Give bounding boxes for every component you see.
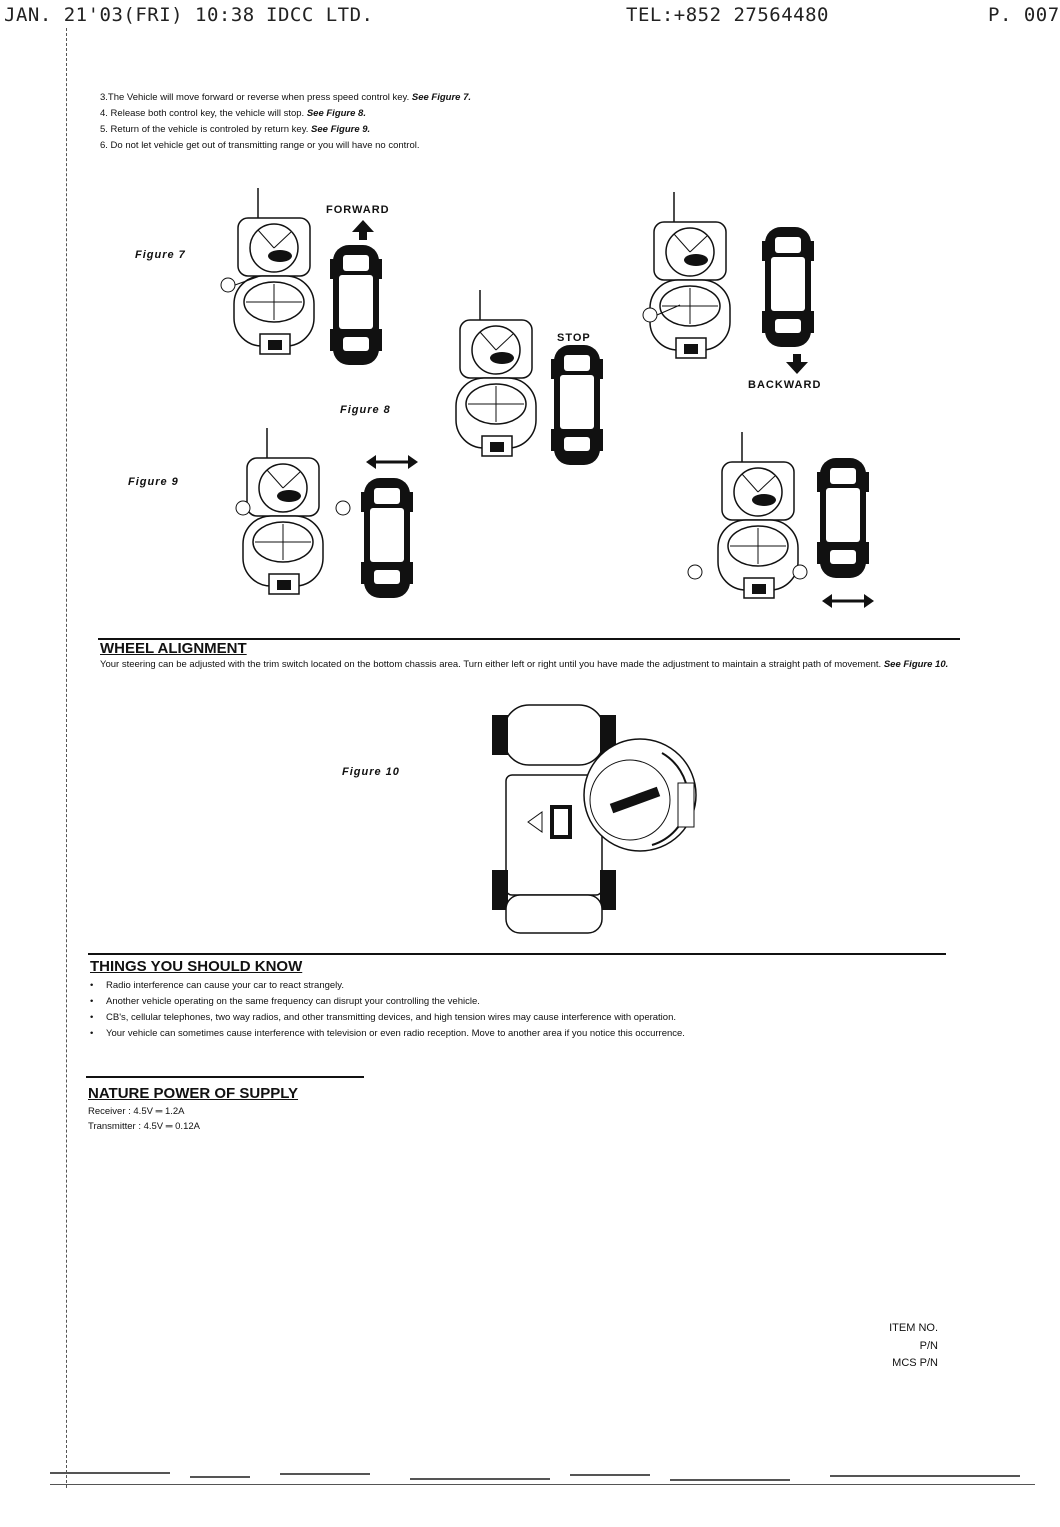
figure-9-label: Figure 9 xyxy=(128,476,179,488)
fax-datetime: JAN. 21'03(FRI) 10:38 xyxy=(4,4,255,26)
fax-company: IDCC LTD. xyxy=(266,4,374,26)
forward-label: FORWARD xyxy=(326,204,390,216)
things-bullet: • CB's, cellular telephones, two way radios, and other transmitting devices, and high tension wires may cause interference with operation. xyxy=(90,1012,676,1023)
power-title: NATURE POWER OF SUPPLY xyxy=(88,1085,299,1102)
things-rule xyxy=(88,953,946,955)
figure-8-label: Figure 8 xyxy=(340,404,391,416)
transmitter-spec: Transmitter : 4.5V ═ 0.12A xyxy=(88,1121,200,1132)
wheel-alignment-title: WHEEL ALIGNMENT xyxy=(100,640,247,657)
figure-10-label: Figure 10 xyxy=(342,766,400,778)
step-3: 3.The Vehicle will move forward or reverse when press speed control key. See Figure 7. xyxy=(100,92,472,103)
pn-label: P/N xyxy=(919,1340,938,1352)
things-bullet: • Your vehicle can sometimes cause interference with television or even radio reception. Move to another area if you notice this occurrence. xyxy=(90,1028,685,1039)
things-bullet: • Another vehicle operating on the same frequency can disrupt your controlling the vehicle. xyxy=(90,996,480,1007)
step-5: 5. Return of the vehicle is controled by return key. See Figure 9. xyxy=(100,124,371,135)
item-no-label: ITEM NO. xyxy=(889,1322,938,1334)
power-rule xyxy=(86,1076,364,1078)
scan-noise-band xyxy=(50,1470,1035,1490)
backward-label: BACKWARD xyxy=(748,379,822,391)
stop-label: STOP xyxy=(557,332,591,344)
step-6: 6. Do not let vehicle get out of transmitting range or you will have no control. xyxy=(100,140,420,151)
fax-tel: TEL:+852 27564480 xyxy=(626,4,829,26)
receiver-spec: Receiver : 4.5V ═ 1.2A xyxy=(88,1106,185,1117)
wheel-alignment-text: Your steering can be adjusted with the trim switch located on the bottom chassis area. Turn either left or right until you have made the adjustment to maintain a straight path of movement. See Figure 10. xyxy=(100,659,949,670)
things-bullet: • Radio interference can cause your car to react strangely. xyxy=(90,980,344,991)
figure-7-label: Figure 7 xyxy=(135,249,186,261)
fax-page: P. 007 xyxy=(988,4,1060,26)
things-title: THINGS YOU SHOULD KNOW xyxy=(90,958,303,975)
step-4: 4. Release both control key, the vehicle will stop. See Figure 8. xyxy=(100,108,366,119)
mcs-pn-label: MCS P/N xyxy=(892,1357,938,1369)
